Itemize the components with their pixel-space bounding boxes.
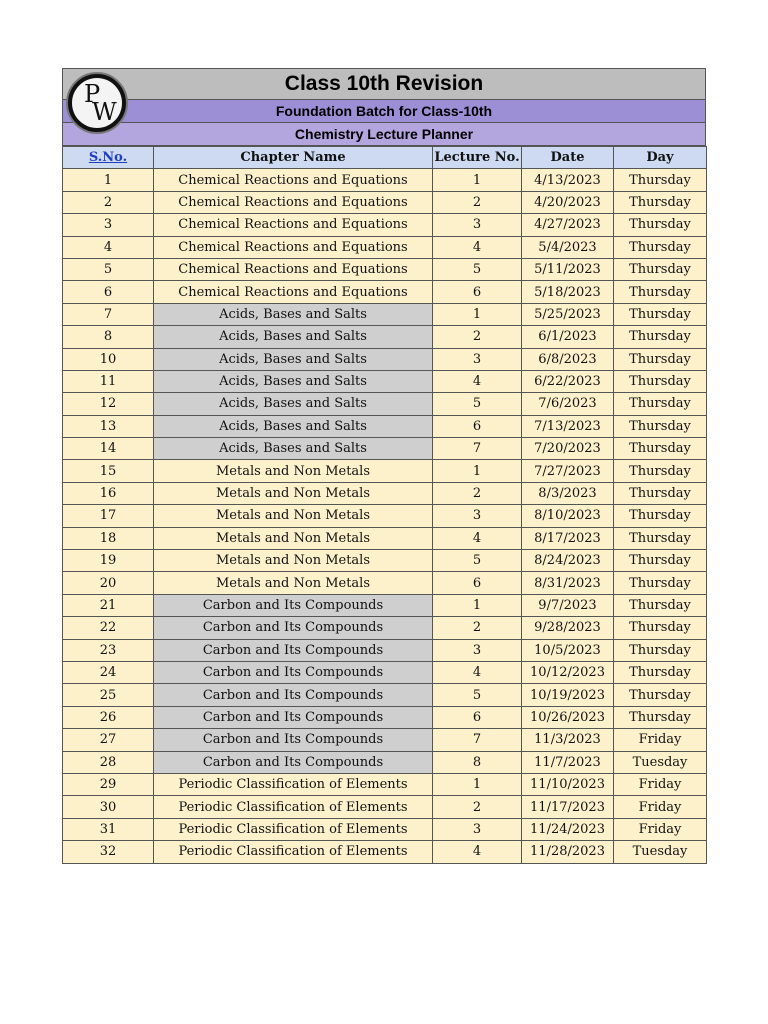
cell-chapter-name: Carbon and Its Compounds xyxy=(154,594,433,616)
table-row xyxy=(63,527,707,549)
lecture-table xyxy=(62,146,707,864)
cell-date: 4/27/2023 xyxy=(522,214,614,236)
table-row xyxy=(63,415,707,437)
cell-lecture-no: 4 xyxy=(433,370,522,392)
cell-lecture-no: 2 xyxy=(433,191,522,213)
cell-lecture-no: 5 xyxy=(433,550,522,572)
cell-lecture-no: 5 xyxy=(433,258,522,280)
cell-lecture-no: 5 xyxy=(433,393,522,415)
cell-day: Thursday xyxy=(614,348,707,370)
table-row xyxy=(63,348,707,370)
cell-lecture-no: 8 xyxy=(433,751,522,773)
cell-day: Thursday xyxy=(614,214,707,236)
cell-lecture-no: 2 xyxy=(433,796,522,818)
cell-sno: 29 xyxy=(63,773,154,795)
table-row xyxy=(63,550,707,572)
cell-chapter-name: Carbon and Its Compounds xyxy=(154,751,433,773)
cell-sno: 14 xyxy=(63,438,154,460)
cell-day: Thursday xyxy=(614,326,707,348)
cell-sno: 17 xyxy=(63,505,154,527)
cell-sno: 16 xyxy=(63,482,154,504)
table-row xyxy=(63,370,707,392)
cell-chapter-name: Chemical Reactions and Equations xyxy=(154,191,433,213)
cell-date: 9/7/2023 xyxy=(522,594,614,616)
cell-lecture-no: 3 xyxy=(433,639,522,661)
cell-sno: 23 xyxy=(63,639,154,661)
cell-chapter-name: Carbon and Its Compounds xyxy=(154,639,433,661)
cell-chapter-name: Chemical Reactions and Equations xyxy=(154,169,433,191)
cell-chapter-name: Metals and Non Metals xyxy=(154,550,433,572)
table-row xyxy=(63,572,707,594)
table-row xyxy=(63,438,707,460)
cell-sno: 6 xyxy=(63,281,154,303)
cell-chapter-name: Chemical Reactions and Equations xyxy=(154,214,433,236)
table-row xyxy=(63,639,707,661)
cell-sno: 15 xyxy=(63,460,154,482)
cell-day: Thursday xyxy=(614,482,707,504)
cell-chapter-name: Carbon and Its Compounds xyxy=(154,729,433,751)
cell-day: Thursday xyxy=(614,639,707,661)
cell-day: Thursday xyxy=(614,617,707,639)
cell-chapter-name: Metals and Non Metals xyxy=(154,527,433,549)
cell-chapter-name: Chemical Reactions and Equations xyxy=(154,236,433,258)
cell-date: 10/12/2023 xyxy=(522,661,614,683)
cell-lecture-no: 1 xyxy=(433,169,522,191)
cell-chapter-name: Periodic Classification of Elements xyxy=(154,773,433,795)
cell-sno: 28 xyxy=(63,751,154,773)
cell-day: Thursday xyxy=(614,191,707,213)
cell-chapter-name: Acids, Bases and Salts xyxy=(154,326,433,348)
cell-day: Thursday xyxy=(614,594,707,616)
lecture-planner-sheet xyxy=(62,68,706,864)
cell-lecture-no: 1 xyxy=(433,460,522,482)
cell-sno: 10 xyxy=(63,348,154,370)
table-row xyxy=(63,281,707,303)
cell-chapter-name: Acids, Bases and Salts xyxy=(154,438,433,460)
cell-date: 6/8/2023 xyxy=(522,348,614,370)
cell-sno: 21 xyxy=(63,594,154,616)
table-row xyxy=(63,169,707,191)
header-lecture-no: Lecture No. xyxy=(433,147,522,169)
cell-date: 7/13/2023 xyxy=(522,415,614,437)
cell-day: Tuesday xyxy=(614,841,707,863)
page-title: Class 10th Revision xyxy=(62,68,706,100)
cell-lecture-no: 3 xyxy=(433,505,522,527)
cell-chapter-name: Acids, Bases and Salts xyxy=(154,348,433,370)
cell-lecture-no: 4 xyxy=(433,236,522,258)
cell-sno: 18 xyxy=(63,527,154,549)
cell-sno: 31 xyxy=(63,818,154,840)
cell-date: 5/18/2023 xyxy=(522,281,614,303)
cell-date: 8/3/2023 xyxy=(522,482,614,504)
cell-date: 8/24/2023 xyxy=(522,550,614,572)
cell-date: 10/5/2023 xyxy=(522,639,614,661)
cell-chapter-name: Periodic Classification of Elements xyxy=(154,796,433,818)
logo-letter-p: P xyxy=(84,80,101,108)
cell-sno: 8 xyxy=(63,326,154,348)
table-row xyxy=(63,393,707,415)
cell-date: 11/10/2023 xyxy=(522,773,614,795)
cell-day: Thursday xyxy=(614,303,707,325)
cell-day: Thursday xyxy=(614,684,707,706)
cell-date: 8/31/2023 xyxy=(522,572,614,594)
cell-sno: 4 xyxy=(63,236,154,258)
cell-sno: 2 xyxy=(63,191,154,213)
cell-sno: 32 xyxy=(63,841,154,863)
cell-date: 7/27/2023 xyxy=(522,460,614,482)
cell-chapter-name: Metals and Non Metals xyxy=(154,482,433,504)
cell-day: Thursday xyxy=(614,415,707,437)
cell-lecture-no: 6 xyxy=(433,706,522,728)
cell-sno: 27 xyxy=(63,729,154,751)
cell-sno: 22 xyxy=(63,617,154,639)
cell-lecture-no: 6 xyxy=(433,281,522,303)
cell-date: 6/1/2023 xyxy=(522,326,614,348)
cell-lecture-no: 2 xyxy=(433,326,522,348)
planner-subtitle: Chemistry Lecture Planner xyxy=(62,123,706,146)
cell-day: Friday xyxy=(614,818,707,840)
cell-day: Thursday xyxy=(614,706,707,728)
cell-lecture-no: 1 xyxy=(433,773,522,795)
cell-chapter-name: Acids, Bases and Salts xyxy=(154,370,433,392)
table-row xyxy=(63,214,707,236)
cell-date: 5/11/2023 xyxy=(522,258,614,280)
header-day: Day xyxy=(614,147,707,169)
cell-chapter-name: Metals and Non Metals xyxy=(154,505,433,527)
table-row xyxy=(63,303,707,325)
cell-day: Thursday xyxy=(614,236,707,258)
table-row xyxy=(63,326,707,348)
cell-lecture-no: 2 xyxy=(433,617,522,639)
cell-date: 7/20/2023 xyxy=(522,438,614,460)
cell-lecture-no: 4 xyxy=(433,841,522,863)
cell-chapter-name: Chemical Reactions and Equations xyxy=(154,281,433,303)
cell-day: Thursday xyxy=(614,550,707,572)
logo-letters xyxy=(72,78,122,128)
cell-day: Thursday xyxy=(614,393,707,415)
cell-day: Tuesday xyxy=(614,751,707,773)
cell-day: Thursday xyxy=(614,572,707,594)
cell-date: 10/26/2023 xyxy=(522,706,614,728)
cell-lecture-no: 6 xyxy=(433,572,522,594)
cell-chapter-name: Carbon and Its Compounds xyxy=(154,706,433,728)
cell-day: Thursday xyxy=(614,505,707,527)
table-row xyxy=(63,751,707,773)
table-header-row xyxy=(63,147,707,169)
cell-sno: 19 xyxy=(63,550,154,572)
cell-chapter-name: Chemical Reactions and Equations xyxy=(154,258,433,280)
table-row xyxy=(63,482,707,504)
header-sno[interactable]: S.No. xyxy=(63,147,154,169)
cell-sno: 3 xyxy=(63,214,154,236)
cell-sno: 11 xyxy=(63,370,154,392)
cell-date: 5/4/2023 xyxy=(522,236,614,258)
cell-day: Thursday xyxy=(614,661,707,683)
table-row xyxy=(63,617,707,639)
cell-sno: 1 xyxy=(63,169,154,191)
cell-chapter-name: Carbon and Its Compounds xyxy=(154,684,433,706)
table-row xyxy=(63,236,707,258)
cell-day: Thursday xyxy=(614,527,707,549)
cell-lecture-no: 7 xyxy=(433,438,522,460)
cell-chapter-name: Metals and Non Metals xyxy=(154,460,433,482)
table-body xyxy=(63,169,707,863)
cell-chapter-name: Periodic Classification of Elements xyxy=(154,841,433,863)
cell-sno: 26 xyxy=(63,706,154,728)
header-date: Date xyxy=(522,147,614,169)
cell-sno: 30 xyxy=(63,796,154,818)
cell-chapter-name: Carbon and Its Compounds xyxy=(154,617,433,639)
cell-date: 11/17/2023 xyxy=(522,796,614,818)
logo-letter-w: W xyxy=(92,98,117,126)
table-row xyxy=(63,258,707,280)
cell-chapter-name: Metals and Non Metals xyxy=(154,572,433,594)
cell-chapter-name: Acids, Bases and Salts xyxy=(154,415,433,437)
batch-subtitle: Foundation Batch for Class-10th xyxy=(62,100,706,123)
cell-date: 9/28/2023 xyxy=(522,617,614,639)
cell-lecture-no: 3 xyxy=(433,348,522,370)
cell-lecture-no: 5 xyxy=(433,684,522,706)
cell-date: 8/10/2023 xyxy=(522,505,614,527)
cell-date: 11/24/2023 xyxy=(522,818,614,840)
table-row xyxy=(63,706,707,728)
table-row xyxy=(63,460,707,482)
cell-sno: 5 xyxy=(63,258,154,280)
cell-lecture-no: 1 xyxy=(433,303,522,325)
cell-day: Thursday xyxy=(614,258,707,280)
cell-sno: 24 xyxy=(63,661,154,683)
cell-date: 11/28/2023 xyxy=(522,841,614,863)
cell-date: 8/17/2023 xyxy=(522,527,614,549)
cell-day: Thursday xyxy=(614,169,707,191)
table-row xyxy=(63,684,707,706)
cell-lecture-no: 2 xyxy=(433,482,522,504)
table-row xyxy=(63,796,707,818)
table-row xyxy=(63,505,707,527)
cell-date: 11/7/2023 xyxy=(522,751,614,773)
cell-date: 4/13/2023 xyxy=(522,169,614,191)
cell-day: Thursday xyxy=(614,281,707,303)
cell-date: 4/20/2023 xyxy=(522,191,614,213)
cell-chapter-name: Periodic Classification of Elements xyxy=(154,818,433,840)
cell-day: Friday xyxy=(614,729,707,751)
table-row xyxy=(63,773,707,795)
cell-day: Thursday xyxy=(614,370,707,392)
cell-lecture-no: 1 xyxy=(433,594,522,616)
table-row xyxy=(63,661,707,683)
table-row xyxy=(63,818,707,840)
cell-date: 5/25/2023 xyxy=(522,303,614,325)
cell-lecture-no: 6 xyxy=(433,415,522,437)
cell-date: 10/19/2023 xyxy=(522,684,614,706)
cell-lecture-no: 3 xyxy=(433,214,522,236)
cell-date: 11/3/2023 xyxy=(522,729,614,751)
cell-chapter-name: Acids, Bases and Salts xyxy=(154,303,433,325)
cell-day: Thursday xyxy=(614,438,707,460)
cell-chapter-name: Acids, Bases and Salts xyxy=(154,393,433,415)
table-row xyxy=(63,729,707,751)
table-row xyxy=(63,594,707,616)
cell-lecture-no: 3 xyxy=(433,818,522,840)
pw-logo-icon xyxy=(66,72,128,134)
header-chapter-name: Chapter Name xyxy=(154,147,433,169)
cell-day: Thursday xyxy=(614,460,707,482)
cell-sno: 12 xyxy=(63,393,154,415)
cell-lecture-no: 4 xyxy=(433,661,522,683)
cell-sno: 13 xyxy=(63,415,154,437)
cell-chapter-name: Carbon and Its Compounds xyxy=(154,661,433,683)
cell-sno: 7 xyxy=(63,303,154,325)
cell-date: 7/6/2023 xyxy=(522,393,614,415)
cell-lecture-no: 4 xyxy=(433,527,522,549)
cell-lecture-no: 7 xyxy=(433,729,522,751)
cell-sno: 25 xyxy=(63,684,154,706)
table-row xyxy=(63,841,707,863)
cell-sno: 20 xyxy=(63,572,154,594)
table-row xyxy=(63,191,707,213)
cell-day: Friday xyxy=(614,796,707,818)
cell-date: 6/22/2023 xyxy=(522,370,614,392)
cell-day: Friday xyxy=(614,773,707,795)
